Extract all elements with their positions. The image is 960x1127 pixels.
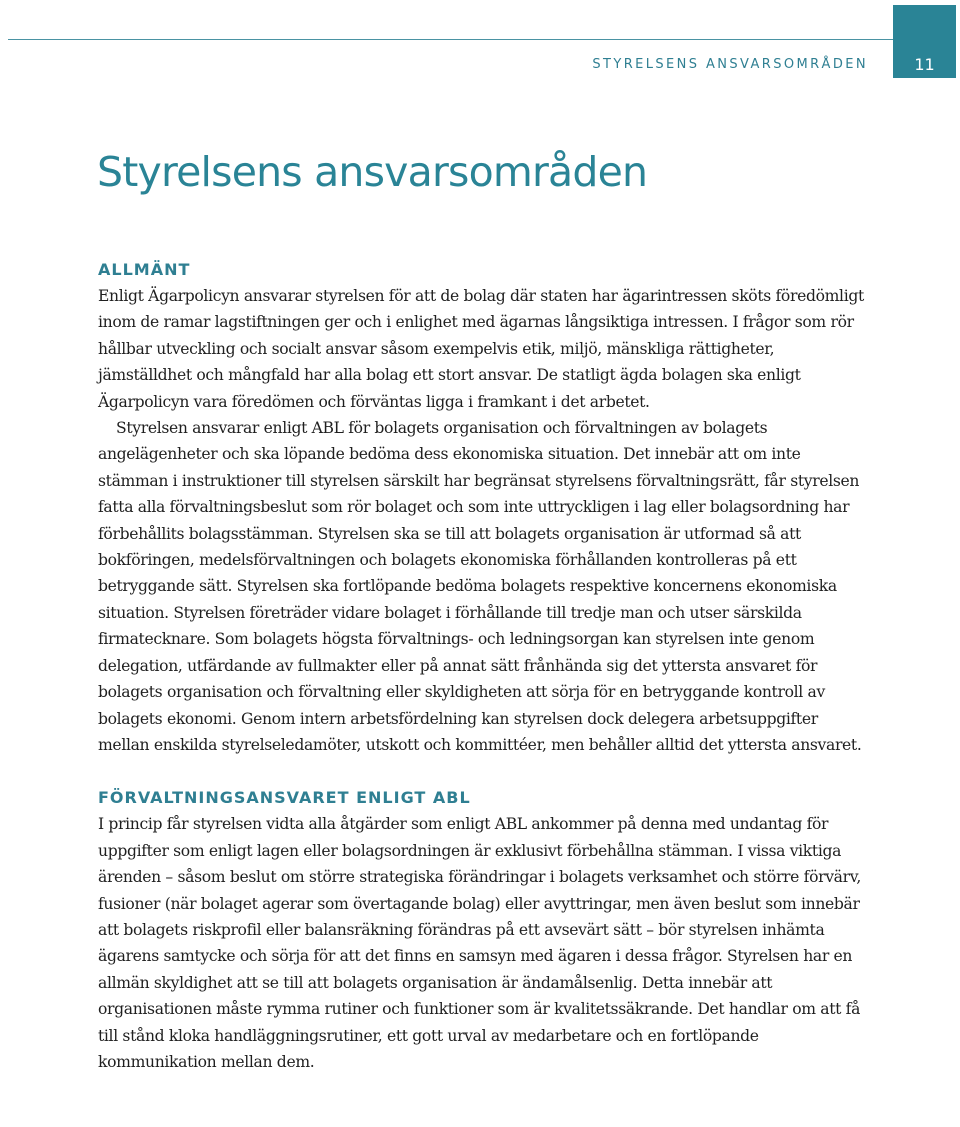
paragraph: Styrelsen ansvarar enligt ABL för bolagets organisation och förvaltningen av bolagets angelägenheter och ska löpande bedöma dess ekonomiska situation. Det innebär att om inte stämman i instruktioner till styrelsen särskilt har begränsat styrelsens förvaltningsrätt, får styrelsen fatta alla förvaltningsbeslut som rör bolaget och som inte uttryckligen i lag eller bolagsordning har förbehållits bolagsstämman. Styrelsen ska se till att bolagets organisation är utformad så att bokföringen, medelsförvaltningen och bolagets ekonomiska förhållanden kontrolleras på ett betryggande sätt. Styrelsen ska fortlöpande bedöma bolagets respektive koncernens ekonomiska situation. Styrelsen företräder vidare bolaget i förhållande till tredje man och utser särskilda firmatecknare. Som bolagets högsta förvaltnings- och ledningsorgan kan styrelsen inte genom delegation, utfärdande av fullmakter eller på annat sätt frånhända sig det yttersta ansvaret för bolagets organisation och förvaltning eller skyldigheten att sörja för en betryggande kontroll av bolagets ekonomi. Genom intern arbetsfördelning kan styrelsen dock delegera arbetsuppgifter mellan enskilda styrelseledamöter, utskott och kommittéer, men behåller alltid det yttersta ansvaret.	[98, 419, 862, 754]
section-heading-forvaltningsansvaret: FÖRVALTNINGSANSVARET ENLIGT ABL	[98, 788, 471, 808]
header-rule	[8, 39, 893, 40]
running-header: STYRELSENS ANSVARSOMRÅDEN	[592, 57, 868, 72]
section-heading-allmant: ALLMÄNT	[98, 260, 191, 279]
page-title: Styrelsens ansvarsområden	[97, 148, 648, 196]
page-number-tab	[893, 5, 956, 78]
page-number: 11	[914, 55, 935, 74]
paragraph: I princip får styrelsen vidta alla åtgärder som enligt ABL ankommer på denna med undantag för uppgifter som enligt lagen eller bolagsordningen är exklusivt förbehållna stämman. I vissa viktiga ärenden – såsom beslut om större strategiska förändringar i bolagets verksamhet och större förvärv, fusioner (när bolaget agerar som övertagande bolag) eller avyttringar, men även beslut som innebär att bolagets riskprofil eller balansräkning förändras på ett avsevärt sätt – bör styrelsen inhämta ägarens samtycke och sörja för att det finns en samsyn med ägaren i dessa frågor. Styrelsen har en allmän skyldighet att se till att bolagets organisation är ändamålsenlig. Detta innebär att organisationen måste rymma rutiner och funktioner som är kvalitetssäkrande. Det handlar om att få till stånd kloka handläggningsrutiner, ett gott urval av medarbetare och en fortlöpande kommunikation mellan dem.	[98, 815, 861, 1071]
paragraph: Enligt Ägarpolicyn ansvarar styrelsen för att de bolag där staten har ägarintressen sköts föredömligt inom de ramar lagstiftningen ger och i enlighet med ägarnas långsiktiga intressen. I frågor som rör hållbar utveckling och socialt ansvar såsom exempelvis etik, miljö, mänskliga rättigheter, jämställdhet och mångfald har alla bolag ett stort ansvar. De statligt ägda bolagen ska enligt Ägarpolicyn vara föredömen och förväntas ligga i framkant i det arbetet.	[98, 287, 864, 411]
article-body	[98, 257, 866, 1075]
